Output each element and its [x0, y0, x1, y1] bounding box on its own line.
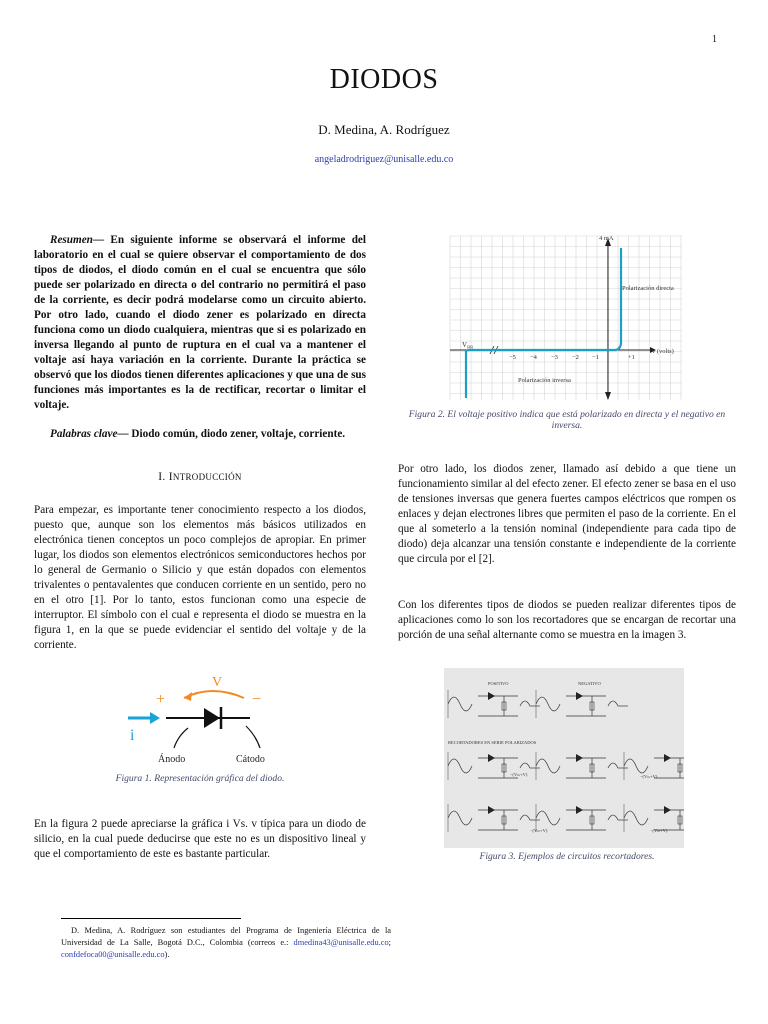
vbr-label-sub: BR — [467, 344, 474, 350]
keywords-label: Palabras clave — [50, 428, 118, 440]
forward-bias-label: Polarización directa — [622, 285, 674, 292]
tick-labels — [509, 354, 635, 361]
footnote-email-2[interactable]: confdefoca00@unisalle.edu.co — [61, 950, 165, 959]
abstract-text: — En siguiente informe se observará el informe del laboratorio en el cual se quiere observar el comportamiento de dos tipos de diodos, el diodo común en el cual se encuentra que sólo puede ser polarizado en directa o del contrario no permitirá el paso de la corriente, es decir podrá modelarse como un circuito abierto. Por otro lado, cuando el diodo zener es polarizado en directa funciona como un diodo cualquiera, mientras que si es polarizado en inversa llegando al punto de ruptura en el cual va a mantener el voltaje así haya variación en la corriente. Durante la práctica se observó que los diodos tienen diferentes aplicaciones y que una de sus funciones más importantes es la de rectificar, recortar o limitar el voltaje. — [34, 234, 366, 411]
footnote-rule — [61, 918, 241, 919]
paragraph-zener: Por otro lado, los diodos zener, llamado así debido a que tiene un funcionamiento similar al del efecto zener. El efecto zener se basa en el uso de tensiones inversas que genera fuertes campos eléctricos que rompen os enlaces y dejan electrones libres que permiten el paso de la corriente. En el que al someterlo a la tensión nominal (independiente para cada tipo de diodo) deja alcanzar una tensión constante e independiente de la corriente que circula por el [2]. — [398, 463, 736, 565]
abstract — [34, 233, 366, 413]
tick-label: +1 — [628, 354, 635, 361]
footnote-separator: ; — [388, 938, 391, 947]
keywords-text: — Diodo común, diodo zener, voltaje, corriente. — [117, 428, 346, 440]
tick-label: −5 — [509, 354, 516, 361]
current-arrow-head — [150, 712, 160, 724]
y-axis-arrow-down — [605, 392, 611, 400]
grid — [450, 236, 682, 400]
cathode-label: Cátodo — [236, 754, 265, 765]
formula-3: −(Vₘ+V) — [530, 828, 548, 833]
paragraph-clippers: Con los diferentes tipos de diodos se pueden realizar diferentes tipos de aplicaciones como lo son los recortadores que se encargan de recortar una porción de una señal alternante como se muestra en la imagen 3. — [398, 599, 736, 641]
footnote-email-1[interactable]: dmedina43@unisalle.edu.co — [293, 938, 389, 947]
diode-triangle — [204, 708, 220, 728]
voltage-arrow — [184, 691, 244, 698]
label-positivo: POSITIVO — [488, 681, 509, 686]
voltage-label: V — [212, 675, 223, 690]
paragraph-figure2-intro: En la figura 2 puede apreciarse la gráfica i Vs. v típica para un diodo de silicio, en la cual puede deducirse que este no es un dispositivo lineal y que el comportamiento de este es bastante particular. — [34, 818, 366, 860]
section-numeral: I. — [158, 471, 166, 483]
vbr-label-main: V — [462, 341, 468, 349]
figure-1-diode-diagram — [120, 668, 290, 768]
abstract-label: Resumen — [50, 234, 93, 246]
formula-2: −(Vₘ+V) — [640, 774, 658, 779]
paragraph-intro: Para empezar, es importante tener conocimiento respecto a los diodos, puesto que, aunque son los elementos más básicos utilizados en electrónica tienen conceptos un poco complejos de apropiar. En primer lugar, los diodos son elementos electrónicos semiconductores hechos por lo general de Germanio o Silicio y que están dopados con elementos trivalentes o pentavalentes que conducen corriente en un sentido, pero no en el otro [1]. Por lo tanto, estos funcionan como una especie de interruptor. El símbolo con el cual e representa el diodo se muestra en la figura 1, en la que se puede evidenciar el sentido del voltaje y de la corriente. — [34, 504, 366, 651]
x-axis-label: v (volts) — [652, 348, 674, 355]
tick-label: −2 — [572, 354, 579, 361]
footnote-text: D. Medina, A. Rodríguez son estudiantes del Programa de Ingeniería Eléctrica de la Universidad de La Salle, Bogotá D.C., Colombia (correos e.: — [61, 926, 391, 947]
anode-pointer — [174, 728, 188, 748]
paper-title: DIODOS — [329, 64, 439, 95]
cathode-pointer — [246, 726, 260, 748]
footnote-end: ). — [164, 950, 170, 959]
figure-3-clipper-circuits — [444, 668, 684, 848]
tick-label: −3 — [551, 354, 558, 361]
authors: D. Medina, A. Rodríguez — [318, 122, 450, 137]
reverse-bias-label: Polarización inversa — [518, 377, 571, 384]
anode-label: Ánodo — [158, 754, 186, 765]
figure-2-iv-curve — [446, 232, 692, 404]
y-axis-label: 4 mA — [599, 235, 614, 242]
figure-1-caption: Figura 1. Representación gráfica del diodo. — [115, 773, 285, 784]
figure-3-caption: Figura 3. Ejemplos de circuitos recortadores. — [479, 851, 655, 862]
tick-label: −1 — [592, 354, 599, 361]
figure-2-caption: Figura 2. El voltaje positivo indica que está polarizado en directa y el negativo en inversa. — [408, 409, 726, 431]
vbr-label — [462, 341, 473, 350]
minus-sign: − — [252, 691, 262, 708]
section-heading-introduction — [34, 471, 366, 483]
iv-curve — [466, 248, 621, 398]
plus-sign: + — [156, 691, 166, 708]
series-header: RECORTADORES EN SERIE POLARIZADOS — [448, 740, 537, 745]
formula-1: −(Vₘ+V) — [510, 772, 528, 777]
page-number: 1 — [712, 34, 717, 45]
label-negativo: NEGATIVO — [578, 681, 601, 686]
formula-4: −(Vₘ+V) — [650, 828, 668, 833]
current-label: i — [130, 727, 135, 744]
author-email-link[interactable]: angeladrodriguez@unisalle.edu.co — [314, 154, 454, 165]
section-title-rest: NTRODUCCIÓN — [172, 472, 242, 482]
keywords — [34, 427, 366, 442]
section-first-letter: I — [168, 471, 173, 483]
tick-label: −4 — [530, 354, 537, 361]
footnote — [61, 925, 391, 961]
